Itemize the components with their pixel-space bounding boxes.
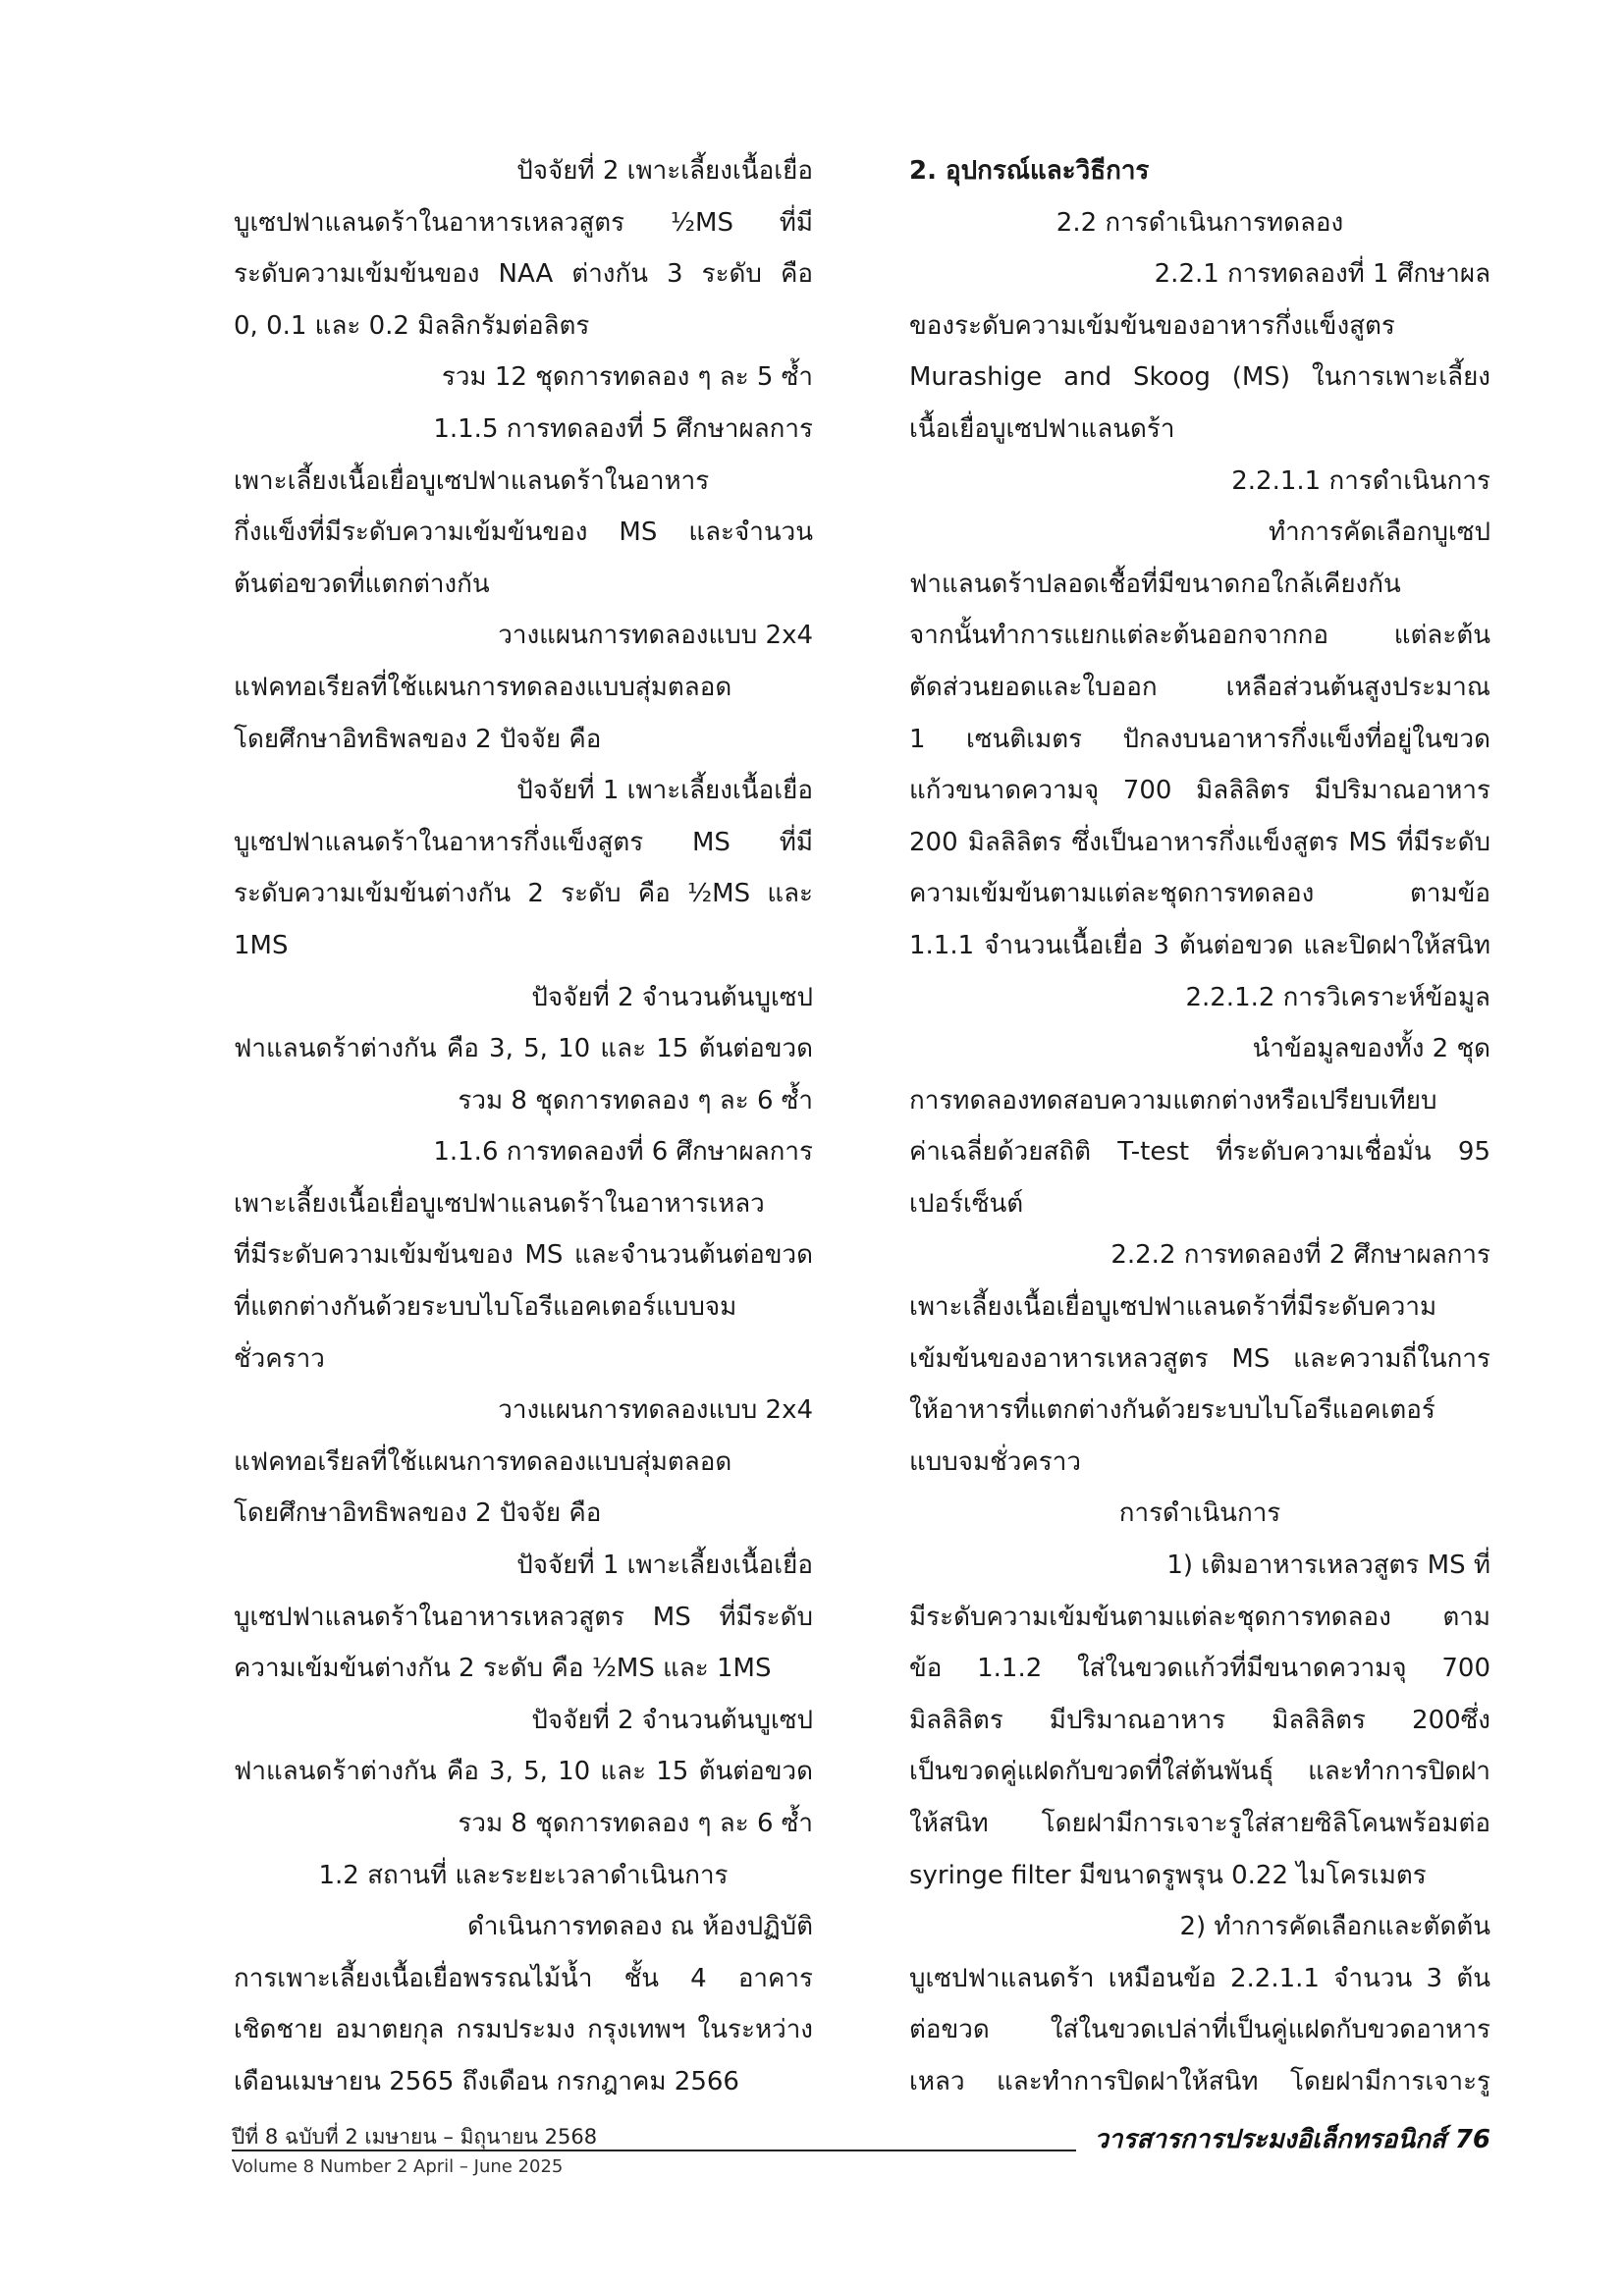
text-line: ข้อ 1.1.2 ใส่ในขวดแก้วที่มีขนาดความจุ 700 (909, 1654, 1490, 1684)
right-column (909, 145, 1490, 2108)
text-line: โดยศึกษาอิทธิพลของ 2 ปัจจัย คือ (234, 724, 602, 754)
text-line: ที่มีระดับความเข้มข้นของ MS และจำนวนต้นต่อขวด (234, 1240, 813, 1271)
text-line: 1 เซนติเมตร ปักลงบนอาหารกึ่งแข็งที่อยู่ในขวด (909, 724, 1490, 754)
text-line: 2. อุปกรณ์และวิธีการ (909, 156, 1150, 186)
text-line: ปัจจัยที่ 2 จำนวนต้นบูเซป (531, 1705, 813, 1735)
text-line: ตัดส่วนยอดและใบออก เหลือส่วนต้นสูงประมาณ (909, 672, 1490, 702)
text-line: แฟคทอเรียลที่ใช้แผนการทดลองแบบสุ่มตลอด (234, 1446, 732, 1477)
text-line: ปัจจัยที่ 2 เพาะเลี้ยงเนื้อเยื่อ (516, 156, 813, 186)
text-line: ฟาแลนดร้าต่างกัน คือ 3, 5, 10 และ 15 ต้นต่อขวด (234, 1034, 813, 1064)
text-line: เดือนเมษายน 2565 ถึงเดือน กรกฎาคม 2566 (234, 2066, 739, 2096)
text-line: 2.2 การดำเนินการทดลอง (1056, 207, 1344, 238)
text-line: การดำเนินการ (1118, 1498, 1281, 1529)
text-line: 2) ทำการคัดเลือกและตัดต้น (1179, 1912, 1490, 1942)
text-line: เป็นขวดคู่แฝดกับขวดที่ใส่ต้นพันธุ์ และทำการปิดฝา (909, 1757, 1490, 1787)
text-line: มีระดับความเข้มข้นตามแต่ละชุดการทดลอง ตาม (909, 1602, 1490, 1632)
text-line: กึ่งแข็งที่มีระดับความเข้มข้นของ MS และจำนวน (234, 517, 813, 548)
text-line: เนื้อเยื่อบูเซปฟาแลนดร้า (909, 413, 1175, 444)
footer-journal-page: วารสารการประมงอิเล็กทรอนิกส์ 76 (1094, 2125, 1490, 2154)
text-line: เปอร์เซ็นต์ (909, 1188, 1024, 1219)
text-line: บูเซปฟาแลนดร้าในอาหารเหลวสูตร ½MS ที่มี (234, 207, 813, 238)
text-line: ต้นต่อขวดที่แตกต่างกัน (234, 569, 490, 599)
text-line: 2.2.1.1 การดำเนินการ (1231, 465, 1490, 496)
text-line: รวม 8 ชุดการทดลอง ๆ ละ 6 ซ้ำ (458, 1085, 813, 1116)
text-line: จากนั้นทำการแยกแต่ละต้นออกจากกอ แต่ละต้น (909, 621, 1490, 651)
text-line: เพาะเลี้ยงเนื้อเยื่อบูเซปฟาแลนดร้าในอาหาร (234, 465, 710, 496)
text-line: ระดับความเข้มข้นต่างกัน 2 ระดับ คือ ½MS และ (234, 879, 813, 909)
text-line: นำข้อมูลของทั้ง 2 ชุด (1252, 1034, 1490, 1064)
text-line: ฟาแลนดร้าต่างกัน คือ 3, 5, 10 และ 15 ต้นต่อขวด (234, 1757, 813, 1787)
text-line: ที่แตกต่างกันด้วยระบบไบโอรีแอคเตอร์แบบจม (234, 1292, 737, 1323)
text-line: 1.1.5 การทดลองที่ 5 ศึกษาผลการ (433, 413, 813, 444)
text-line: 2.2.2 การทดลองที่ 2 ศึกษาผลการ (1110, 1240, 1490, 1271)
text-line: ปัจจัยที่ 1 เพาะเลี้ยงเนื้อเยื่อ (516, 1551, 813, 1581)
text-line: ปัจจัยที่ 2 จำนวนต้นบูเซป (531, 982, 813, 1012)
text-line: ความเข้มข้นต่างกัน 2 ระดับ คือ ½MS และ 1MS (234, 1654, 772, 1684)
text-line: เพาะเลี้ยงเนื้อเยื่อบูเซปฟาแลนดร้าที่มีระดับความ (909, 1292, 1437, 1323)
text-line: ความเข้มข้นตามแต่ละชุดการทดลอง ตามข้อ (909, 879, 1490, 909)
footer-issue-english: Volume 8 Number 2 April – June 2025 (232, 2156, 564, 2177)
text-line: 1.1.6 การทดลองที่ 6 ศึกษาผลการ (433, 1137, 813, 1168)
text-line: เชิดชาย อมาตยกุล กรมประมง กรุงเทพฯ ในระหว่าง (234, 2015, 813, 2045)
text-line: ระดับความเข้มข้นของ NAA ต่างกัน 3 ระดับ คือ (234, 259, 813, 290)
text-line: วางแผนการทดลองแบบ 2x4 (498, 621, 813, 651)
text-line: ค่าเฉลี่ยด้วยสถิติ T-test ที่ระดับความเชื่อมั่น 95 (909, 1137, 1490, 1168)
text-line: เหลว และทำการปิดฝาให้สนิท โดยฝามีการเจาะรู (909, 2066, 1490, 2096)
text-line: 1.2 สถานที่ และระยะเวลาดำเนินการ (318, 1860, 729, 1890)
text-line: ทำการคัดเลือกบูเซป (1268, 517, 1490, 548)
text-line: แฟคทอเรียลที่ใช้แผนการทดลองแบบสุ่มตลอด (234, 672, 732, 702)
text-line: ให้สนิท โดยฝามีการเจาะรูใส่สายซิลิโคนพร้อมต่อ (909, 1809, 1490, 1838)
text-line: ดำเนินการทดลอง ณ ห้องปฏิบัติ (467, 1912, 813, 1942)
text-line: 2.2.1 การทดลองที่ 1 ศึกษาผล (1154, 259, 1490, 290)
text-line: การทดลองทดสอบความแตกต่างหรือเปรียบเทียบ (909, 1085, 1437, 1116)
text-line: 2.2.1.2 การวิเคราะห์ข้อมูล (1185, 982, 1490, 1012)
text-line: ฟาแลนดร้าปลอดเชื้อที่มีขนาดกอใกล้เคียงกัน (909, 569, 1401, 599)
text-line: syringe filter มีขนาดรูพรุน 0.22 ไมโครเมตร (909, 1860, 1427, 1890)
text-line: Murashige and Skoog (MS) ในการเพาะเลี้ยง (909, 362, 1490, 393)
text-line: มิลลิลิตร มีปริมาณอาหาร มิลลิลิตร 200ซึ่ง (909, 1705, 1490, 1735)
left-column (234, 145, 813, 2108)
text-line: 200 มิลลิลิตร ซึ่งเป็นอาหารกึ่งแข็งสูตร MS ที่มีระดับ (909, 827, 1490, 857)
text-line: การเพาะเลี้ยงเนื้อเยื่อพรรณไม้น้ำ ชั้น 4 อาคาร (234, 1963, 813, 1993)
text-line: เพาะเลี้ยงเนื้อเยื่อบูเซปฟาแลนดร้าในอาหารเหลว (234, 1188, 765, 1219)
text-line: 1.1.1 จำนวนเนื้อเยื่อ 3 ต้นต่อขวด และปิดฝาให้สนิท (909, 930, 1490, 960)
text-line: ปัจจัยที่ 1 เพาะเลี้ยงเนื้อเยื่อ (516, 776, 813, 806)
text-line: แก้วขนาดความจุ 700 มิลลิลิตร มีปริมาณอาหาร (909, 776, 1490, 806)
text-line: ต่อขวด ใส่ในขวดเปล่าที่เป็นคู่แฝดกับขวดอาหาร (909, 2015, 1490, 2045)
text-line: โดยศึกษาอิทธิพลของ 2 ปัจจัย คือ (234, 1498, 602, 1529)
text-line: บูเซปฟาแลนดร้าในอาหารเหลวสูตร MS ที่มีระดับ (234, 1602, 813, 1632)
text-line: 0, 0.1 และ 0.2 มิลลิกรัมต่อลิตร (234, 310, 590, 341)
text-line: เข้มข้นของอาหารเหลวสูตร MS และความถี่ในการ (909, 1343, 1490, 1374)
text-line: ให้อาหารที่แตกต่างกันด้วยระบบไบโอรีแอคเตอร์ (909, 1395, 1435, 1426)
text-line: 1) เติมอาหารเหลวสูตร MS ที่ (1166, 1551, 1490, 1581)
text-line: บูเซปฟาแลนดร้า เหมือนข้อ 2.2.1.1 จำนวน 3 ต้น (909, 1963, 1490, 1993)
text-line: วางแผนการทดลองแบบ 2x4 (498, 1395, 813, 1426)
text-line: รวม 12 ชุดการทดลอง ๆ ละ 5 ซ้ำ (441, 362, 813, 393)
text-line: ชั่วคราว (234, 1343, 325, 1374)
text-line: ของระดับความเข้มข้นของอาหารกึ่งแข็งสูตร (909, 310, 1395, 341)
footer-issue-thai: ปีที่ 8 ฉบับที่ 2 เมษายน – มิถุนายน 2568 (232, 2125, 598, 2149)
text-line: 1MS (234, 930, 289, 960)
text-line: รวม 8 ชุดการทดลอง ๆ ละ 6 ซ้ำ (458, 1809, 813, 1838)
text-line: แบบจมชั่วคราว (909, 1446, 1081, 1477)
text-line: บูเซปฟาแลนดร้าในอาหารกึ่งแข็งสูตร MS ที่มี (234, 827, 813, 857)
footer-rule (232, 2150, 1076, 2151)
